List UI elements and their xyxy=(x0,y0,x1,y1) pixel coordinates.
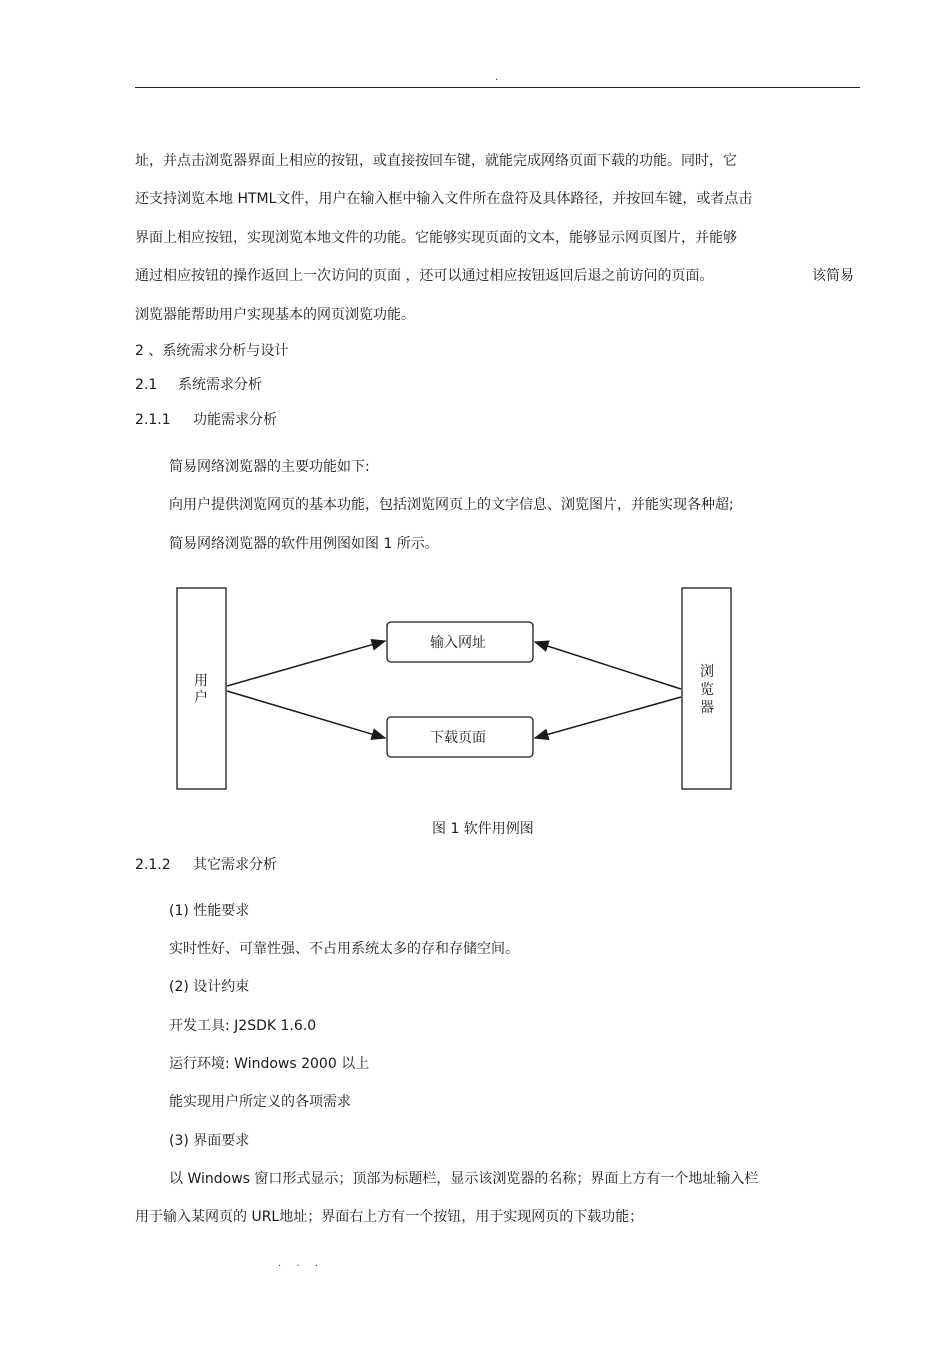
other-line: 以 Windows 窗口形式显示；顶部为标题栏，显示该浏览器的名称；界面上方有一个地址输入栏 xyxy=(169,1171,759,1187)
actor-browser-label: 览 xyxy=(700,682,714,698)
arrow-user-to-download xyxy=(227,691,385,738)
subsubsection-number: 2.1.2 xyxy=(135,857,171,873)
usecase-input-url-label: 输入网址 xyxy=(430,635,486,651)
subsubsection-title: 功能需求分析 xyxy=(193,412,277,428)
subsubsection-number: 2.1.1 xyxy=(135,412,171,428)
usecase-download-page-label: 下载页面 xyxy=(430,730,486,746)
arrow-browser-to-download xyxy=(535,697,681,738)
actor-browser-label: 浏 xyxy=(700,664,714,680)
paragraph-line-tail: 该简易 xyxy=(812,268,854,284)
other-line: 实时性好、可靠性强、不占用系统太多的存和存储空间。 xyxy=(169,941,519,957)
other-line: (1) 性能要求 xyxy=(169,903,250,919)
arrow-browser-to-input xyxy=(535,642,681,689)
other-line: 运行环境: Windows 2000 以上 xyxy=(169,1056,370,1072)
other-line: 能实现用户所定义的各项需求 xyxy=(169,1094,351,1110)
paragraph-line: 址，并点击浏览器界面上相应的按钮，或直接按回车键，就能完成网络页面下载的功能。同时，它 xyxy=(135,153,737,169)
subsection-number: 2.1 xyxy=(135,377,158,393)
actor-user-label: 用 xyxy=(194,673,208,689)
paragraph-line: 通过相应按钮的操作返回上一次访问的页面 ，还可以通过相应按钮返回后退之前访问的页面。 xyxy=(135,268,714,284)
functional-line: 简易网络浏览器的软件用例图如图 1 所示。 xyxy=(169,536,439,552)
other-line: (2) 设计约束 xyxy=(169,979,250,995)
figure-caption: 图 1 软件用例图 xyxy=(432,821,534,837)
actor-user-label: 户 xyxy=(194,690,208,706)
functional-line: 简易网络浏览器的主要功能如下: xyxy=(169,459,370,475)
subsubsection-title: 其它需求分析 xyxy=(193,857,277,873)
other-line: (3) 界面要求 xyxy=(169,1133,250,1149)
actor-browser-label: 器 xyxy=(700,700,714,716)
header-mark: . xyxy=(495,72,499,83)
section-heading: 2 、系统需求分析与设计 xyxy=(135,343,289,359)
paragraph-line: 浏览器能帮助用户实现基本的网页浏览功能。 xyxy=(135,307,415,323)
footer-dots: . . . xyxy=(278,1258,324,1269)
other-line: 开发工具: J2SDK 1.6.0 xyxy=(169,1018,317,1034)
other-line: 用于输入某网页的 URL地址；界面右上方有一个按钮，用于实现网页的下载功能； xyxy=(135,1209,644,1225)
paragraph-line: 界面上相应按钮，实现浏览本地文件的功能。它能够实现页面的文本，能够显示网页图片，并能够 xyxy=(135,230,737,246)
arrow-user-to-input xyxy=(227,641,385,686)
functional-line: 向用户提供浏览网页的基本功能，包括浏览网页上的文字信息、浏览图片，并能实现各种超; xyxy=(169,497,734,513)
subsection-title: 系统需求分析 xyxy=(178,377,262,393)
paragraph-line: 还支持浏览本地 HTML文件，用户在输入框中输入文件所在盘符及具体路径，并按回车键，或者点击 xyxy=(135,191,753,207)
